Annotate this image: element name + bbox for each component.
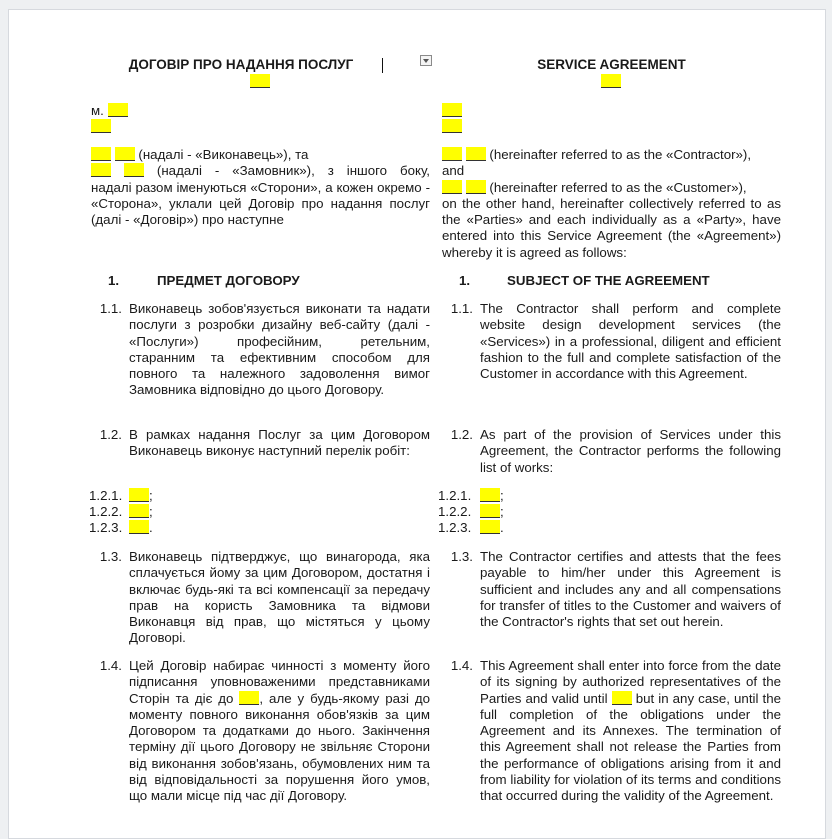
clause-number: 1.4. [99,658,122,673]
left-clause-1-1: Виконавець зобов'язується виконати та надати послуги з розробки дизайну веб-сайту (далі - «Послуги») професійним, ретельним, старанним та ефективним способом для повного та належного задоволення вимог Замовника відповідно до цього Договору. [129,301,430,398]
right-preamble-line-1 [442,147,781,163]
dropdown-toggle-icon[interactable] [420,55,432,66]
preamble-text: (надалі - «Замовник»), з іншого боку, [156,163,431,179]
clause-text: but in any case, until the full completion of the obligations under the Agreement and its Annexes. The termination of this Agreement shall not release the Parties from the performance of obligations arising from it and from liability for violation of its terms and conditions that occurred during the validity of the Agreement. [480,690,781,804]
clause-text: This Agreement shall enter into force from the date of its signing by authorized representatives of the Parties and valid until [480,658,781,706]
list-item [480,504,504,520]
city-field[interactable] [108,103,128,117]
customer-name-field[interactable] [442,180,462,194]
contractor-id-field[interactable] [115,147,135,161]
clause-text: , але у будь-якому разі до моменту повного виконання обов'язків за цим Договором та додатками до нього. Закінчення терміну дії цього Договору не звільняє Сторони від виконання зобов'язань, обумовлених ним та від відповідальності за порушення його умов, що мали місце під час дії Договору. [129,690,431,804]
city-prefix: м. [91,103,104,118]
work-item-field[interactable] [480,504,500,518]
preamble-text: (hereinafter referred to as the «Contractor»), [489,147,752,162]
clause-number: 1.3. [450,549,473,564]
list-punct: ; [149,488,153,503]
preamble-text: (надалі - «Виконавець»), та [138,147,309,162]
clause-number: 1.4. [450,658,473,673]
list-number: 1.2.2. [438,504,472,519]
left-title: ДОГОВІР ПРО НАДАННЯ ПОСЛУГ [128,57,354,72]
right-title: SERVICE AGREEMENT [537,57,686,72]
contractor-name-field[interactable] [91,147,111,161]
contractor-id-field[interactable] [466,147,486,161]
clause-text: Цей Договір набирає чинності з моменту його підписання уповноваженими представниками Сторін та діє до [129,658,430,706]
date-field[interactable] [91,119,111,133]
clause-number: 1.1. [99,301,122,316]
list-item [480,520,504,536]
preamble-and: and [442,163,465,179]
right-section-1-number: 1. [459,273,471,288]
left-preamble-rest: надалі разом іменуються «Сторони», а кожен окремо - «Сторона», уклали цей Договір про надання послуг (далі - «Договір») про наступне [91,179,430,228]
list-number: 1.2.1. [89,488,123,503]
right-section-1-title: SUBJECT OF THE AGREEMENT [507,273,710,288]
field-placeholder[interactable] [601,74,621,88]
list-punct: . [149,520,153,535]
list-item [129,520,153,536]
list-number: 1.2.3. [438,520,472,535]
left-city-line [91,103,430,119]
date-field[interactable] [442,119,462,133]
customer-id-field[interactable] [466,180,486,194]
customer-id-field[interactable] [124,163,144,177]
clause-number: 1.3. [99,549,122,564]
text-cursor [382,58,383,73]
work-item-field[interactable] [480,488,500,502]
left-clause-1-2: В рамках надання Послуг за цим Договором Виконавець виконує наступний перелік робіт: [129,427,430,459]
clause-number: 1.2. [450,427,473,442]
term-date-field[interactable] [612,691,632,705]
right-clause-1-3: The Contractor certifies and attests that the fees payable to him/her under this Agreement is sufficient and includes any and all compensations for transfer of titles to the Customer and waivers of the Contractor's rights that set out herein. [480,549,781,630]
left-section-1-title: ПРЕДМЕТ ДОГОВОРУ [157,273,300,288]
list-item [129,504,153,520]
list-punct: ; [500,488,504,503]
list-number: 1.2.1. [438,488,472,503]
work-item-field[interactable] [480,520,500,534]
city-field[interactable] [442,103,462,117]
left-preamble-line-1 [91,147,430,163]
left-clause-1-4 [129,658,430,805]
work-item-field[interactable] [129,504,149,518]
customer-name-field[interactable] [91,163,111,177]
list-punct: ; [500,504,504,519]
left-section-1-number: 1. [108,273,120,288]
list-item [480,488,504,504]
list-number: 1.2.2. [89,504,123,519]
contractor-name-field[interactable] [442,147,462,161]
list-number: 1.2.3. [89,520,123,535]
term-date-field[interactable] [239,691,259,705]
right-preamble-rest: on the other hand, hereinafter collectively referred to as the «Parties» and each individually as a «Party», have entered into this Service Agreement (the «Agreement») whereby it is agreed as follows: [442,195,781,260]
list-item [129,488,153,504]
clause-number: 1.2. [99,427,122,442]
work-item-field[interactable] [129,488,149,502]
preamble-text: (hereinafter referred to as the «Customer»), [489,179,747,195]
work-item-field[interactable] [129,520,149,534]
right-preamble [442,147,781,261]
list-punct: . [500,520,504,535]
document-page [8,9,826,839]
list-punct: ; [149,504,153,519]
left-preamble [91,147,430,228]
left-preamble-line-2 [91,163,430,179]
right-preamble-line-3 [442,180,781,196]
right-clause-1-4 [480,658,781,805]
left-clause-1-3: Виконавець підтверджує, що винагорода, яка сплачується йому за цим Договором, достатня і включає будь-які та всі компенсації за передачу прав на користь Замовника та відмови Виконавця від прав, що містяться у цьому Договорі. [129,549,430,646]
right-clause-1-1: The Contractor shall perform and complete website design development services (the «Services») in a professional, diligent and efficient fashion to the full and complete satisfaction of the Customer in accordance with this Agreement. [480,301,781,382]
clause-number: 1.1. [450,301,473,316]
right-clause-1-2: As part of the provision of Services under this Agreement, the Contractor performs the following list of works: [480,427,781,475]
field-placeholder[interactable] [250,74,270,88]
